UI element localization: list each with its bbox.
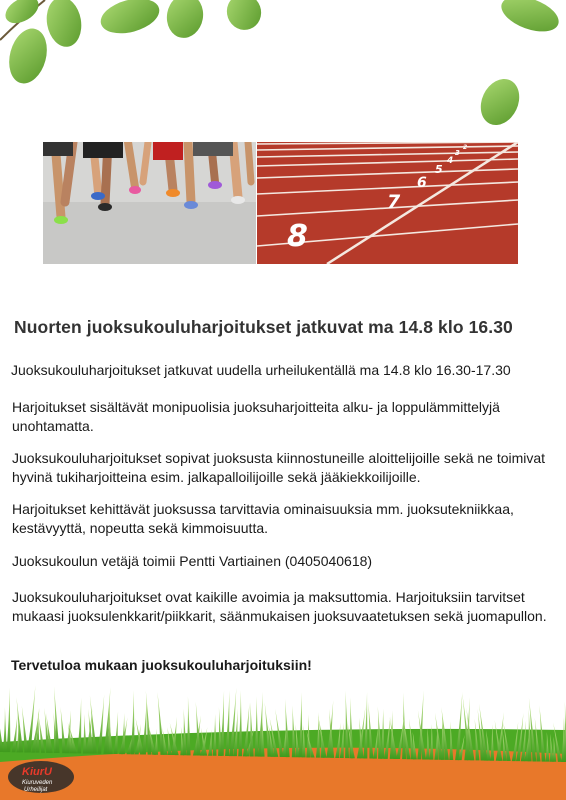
svg-text:Kiuruveden: Kiuruveden: [22, 780, 53, 786]
paragraph-benefits: Harjoitukset kehittävät juoksussa tarvittavia ominaisuuksia mm. juoksutekniikkaa, kestävyyttä, nopeutta sekä kimmoisuutta.: [12, 501, 514, 536]
track-number: 4: [447, 156, 454, 166]
track-number: 5: [435, 163, 443, 176]
track-number: 7: [387, 191, 401, 213]
paragraph-content: Harjoitukset sisältävät monipuolisia juoksuharjoitteita alku- ja loppulämmittelyjä unohtamatta.: [12, 399, 500, 434]
page-title: Nuorten juoksukouluharjoitukset jatkuvat ma 14.8 klo 16.30: [14, 317, 513, 337]
running-track-photo: [257, 142, 518, 264]
svg-text:KiurU: KiurU: [22, 766, 52, 778]
kiuru-logo: [6, 758, 76, 796]
track-number: 3: [455, 149, 460, 157]
closing-text: Tervetuloa mukaan juoksukouluharjoituksiin!: [11, 657, 312, 673]
grass-footer: [0, 670, 566, 800]
track-number: 8: [287, 219, 308, 254]
track-number: 6: [417, 175, 427, 191]
paragraph-equipment: Juoksukouluharjoitukset ovat kaikille avoimia ja maksuttomia. Harjoituksiin tarvitset mukaasi juoksulenkkarit/piikkarit, säänmukaisen juoksuvaatetuksen sekä juomapullon.: [12, 589, 547, 624]
paragraph-audience: Juoksukouluharjoitukset sopivat juoksusta kiinnostuneille aloittelijoille sekä ne toimivat hyvinä tukiharjoitteina esim. jalkapalloilijoille sekä jääkiekkoilijoille.: [12, 450, 546, 485]
leaves-decoration: [0, 0, 566, 140]
paragraph-schedule: Juoksukouluharjoitukset jatkuvat uudella urheilukentällä ma 14.8 klo 16.30-17.30: [11, 362, 511, 378]
track-number: 2: [463, 144, 468, 151]
runners-photo: [43, 142, 256, 264]
svg-text:Urheilijat: Urheilijat: [24, 787, 48, 793]
paragraph-coach: Juoksukoulun vetäjä toimii Pentti Vartiainen (0405040618): [12, 553, 373, 569]
